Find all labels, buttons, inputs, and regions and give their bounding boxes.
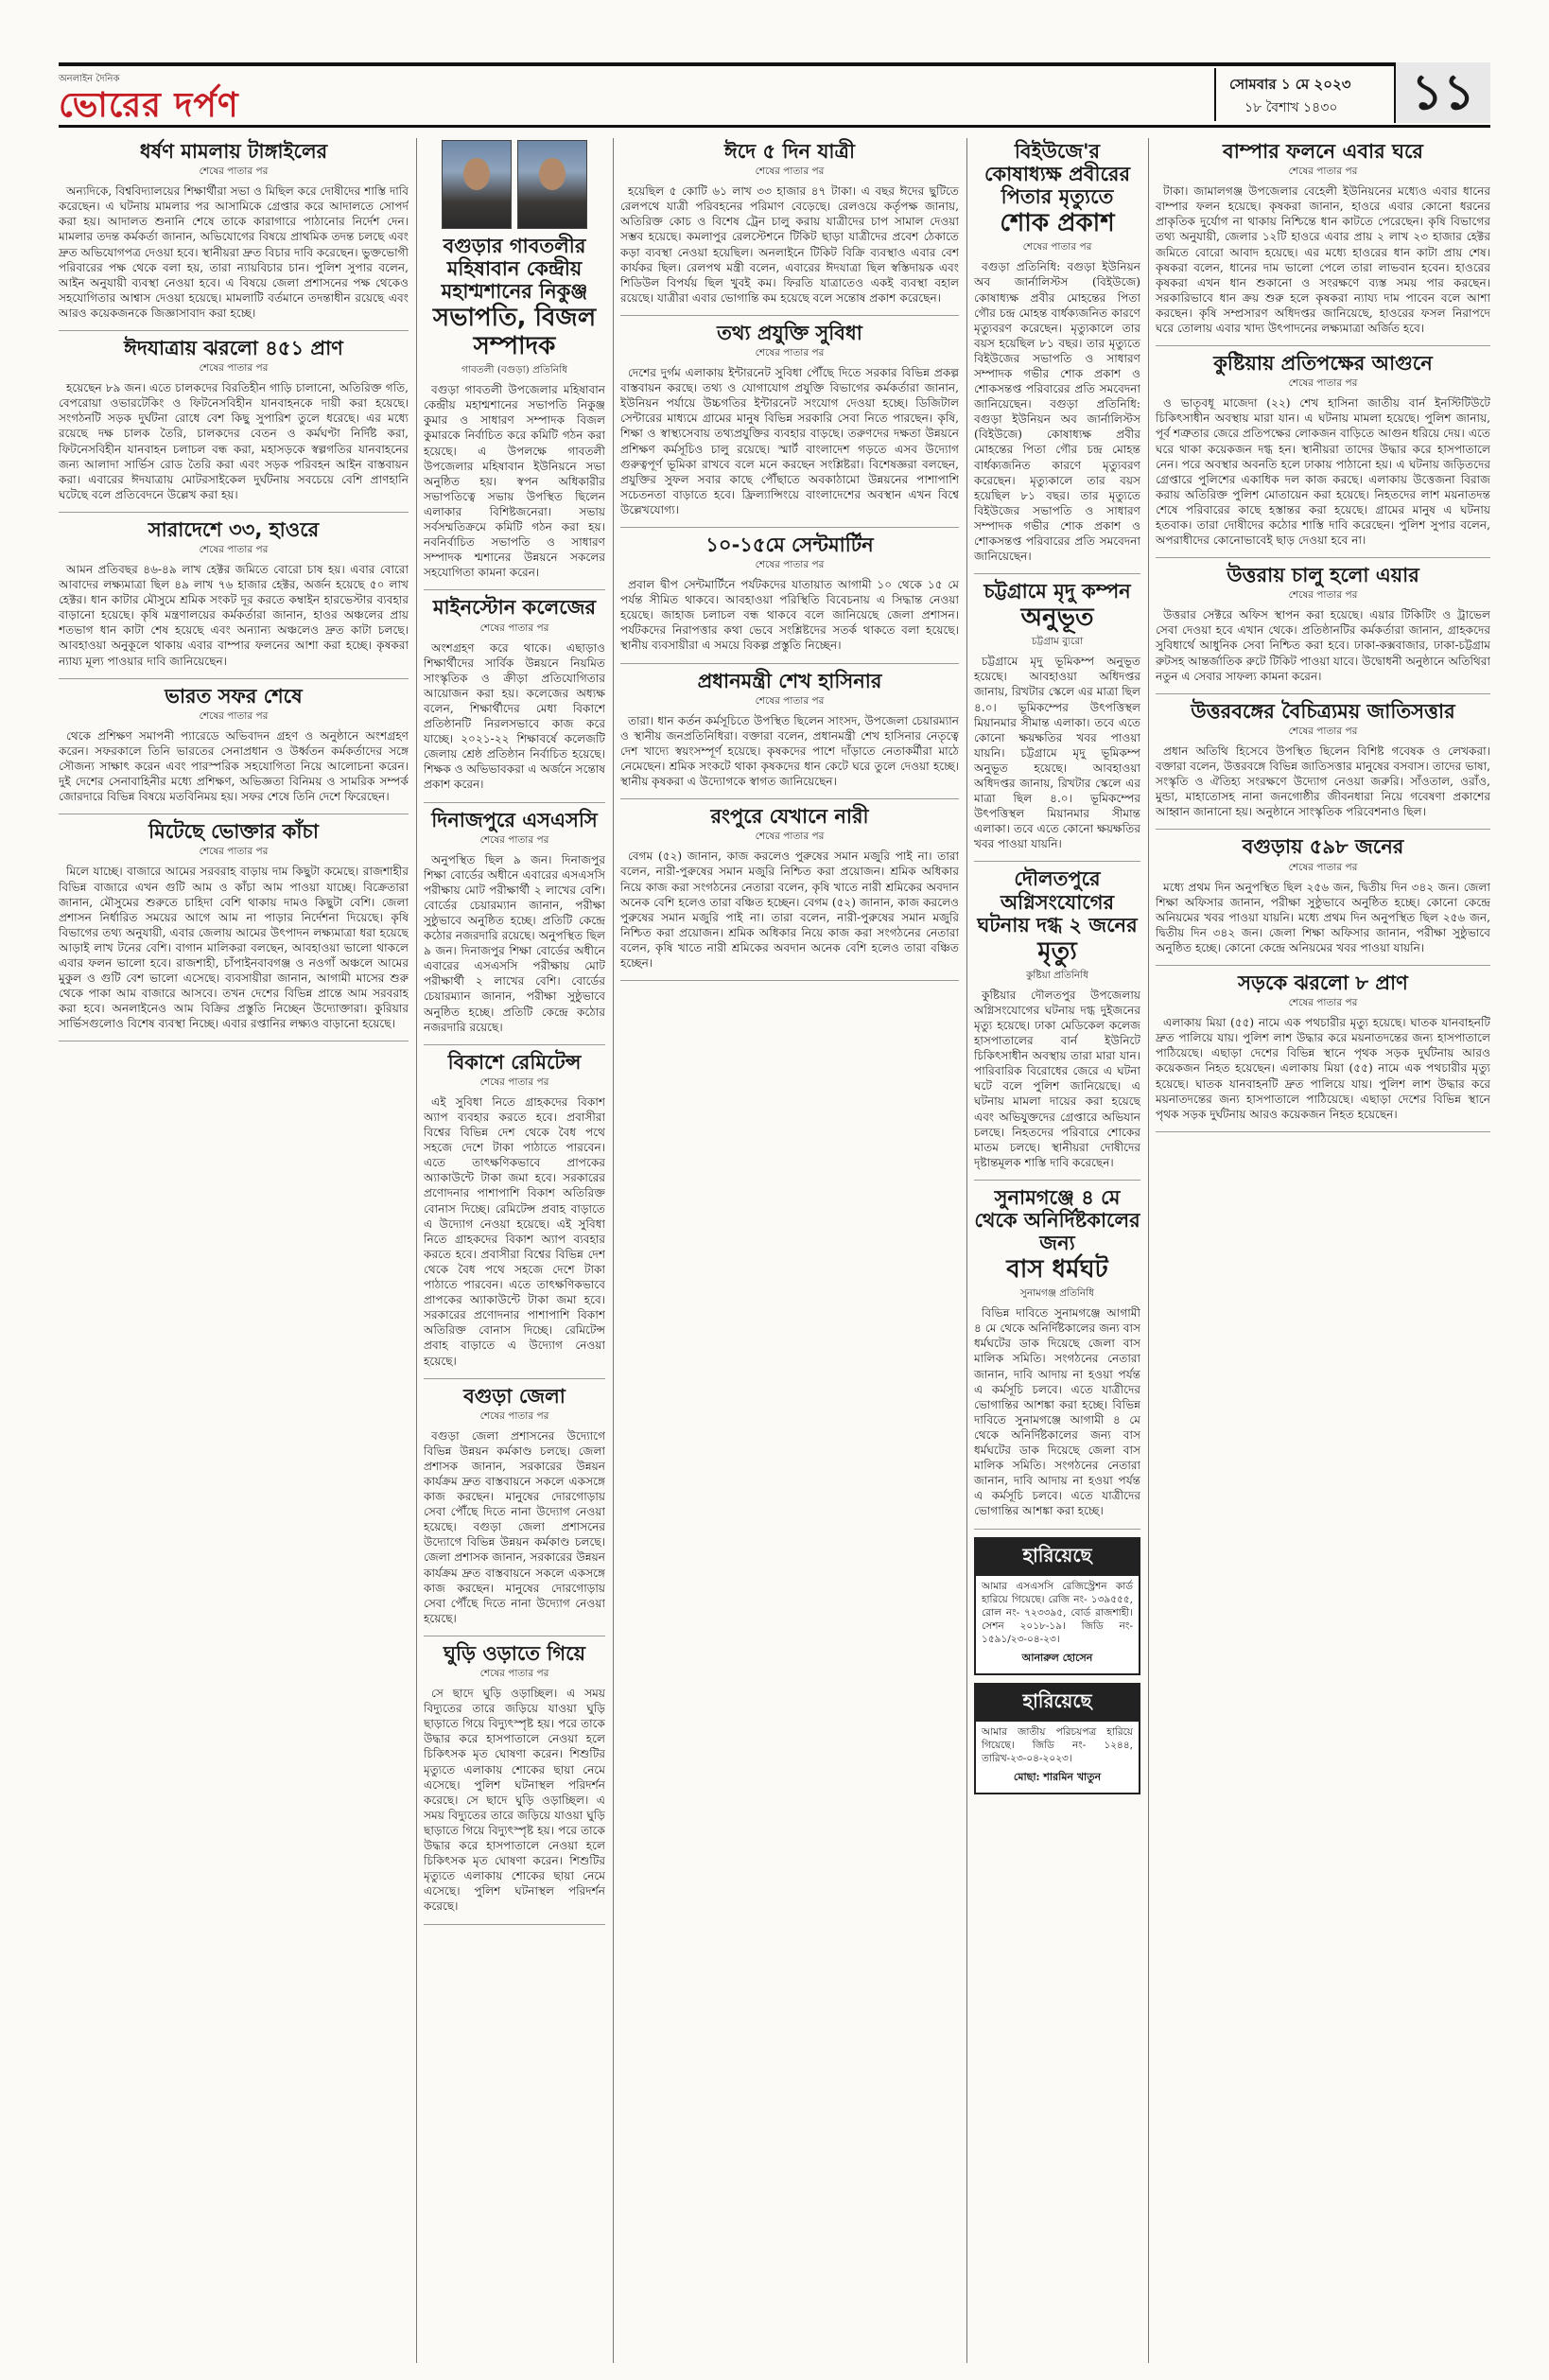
news-story: [1156, 971, 1490, 1122]
story-body: [620, 365, 959, 517]
news-story: [974, 580, 1140, 851]
story-separator: [974, 573, 1140, 574]
story-headline-line2: শোক প্রকাশ: [1000, 209, 1115, 238]
story-separator: [620, 527, 959, 528]
masthead-bottom-rule: [59, 125, 1490, 128]
story-body-text: অন্যদিকে, বিশ্ববিদ্যালয়ের শিক্ষার্থীরা সভা ও মিছিল করে দোষীদের শাস্তি দাবি করেছেন। এ ঘটনায় মামলার পর আসামিকে গ্রেপ্তার করে আদালতে সোপর্দ করা হয়। আদালত শুনানি শেষে তাকে কারাগারে পাঠানোর নির্দেশ দেন। মামলার তদন্ত কর্মকর্তা জানান, অভিযোগের বিষয়ে প্রাথমিক তদন্ত চলছে এবং দ্রুত অভিযোগপত্র দেওয়া হবে। স্থানীয়রা দ্রুত বিচার দাবি করেছেন। ভুক্তভোগী পরিবারের পক্ষ থেকে বলা হয়, তারা ন্যায়বিচার চান। পুলিশ সুপার বলেন, আইন অনুযায়ী ব্যবস্থা নেওয়া হবে। এ বিষয়ে জেলা প্রশাসনের পক্ষ থেকেও সহযোগিতার আশ্বাস দেওয়া হয়েছে। মামলাটি বর্তমানে তদন্তাধীন রয়েছে এবং আরও কয়েকজনকে জিজ্ঞাসাবাদ করা হচ্ছে।: [59, 184, 409, 320]
masthead: [59, 62, 1490, 129]
story-kicker: গাবতলী (বগুড়া) প্রতিনিধি: [461, 364, 567, 376]
story-headline: ধর্ষণ মামলায় টাঙ্গাইলের: [139, 140, 328, 163]
story-kicker: শেষের পাতার পর: [199, 166, 269, 178]
column-3: [620, 138, 959, 2363]
story-body: [1156, 395, 1490, 548]
story-kicker: শেষের পাতার পর: [479, 621, 549, 634]
story-headline: সারাদেশে ৩৩, হাওরে: [148, 517, 320, 541]
story-body-text: বিভিন্ন দাবিতে সুনামগঞ্জে আগামী ৪ মে থেকে অনির্দিষ্টকালের জন্য বাস ধর্মঘটের ডাক দিয়েছে জেলা বাস মালিক সমিতি। সংগঠনের নেতারা জানান, দাবি আদায় না হওয়া পর্যন্ত এ কর্মসূচি চলবে। এতে যাত্রীদের ভোগান্তির আশঙ্কা করা হচ্ছে।: [974, 1397, 1140, 1518]
story-kicker: শেষের পাতার পর: [755, 559, 825, 571]
column-divider: [416, 138, 417, 2363]
story-body: [974, 1305, 1140, 1518]
story-headline: বিকাশে রেমিটেন্স: [447, 1050, 582, 1074]
story-headline-line2: বাস ধর্মঘট: [1006, 1255, 1108, 1285]
story-body: [59, 728, 409, 804]
story-kicker: শেষের পাতার পর: [479, 1409, 549, 1422]
story-headline: দৌলতপুরে অগ্নিসংযোগের ঘটনায় দগ্ধ ২ জনের: [977, 867, 1138, 936]
story-headline: বগুড়া জেলা: [463, 1384, 566, 1408]
classified-body: আমার জাতীয় পরিচয়পত্র হারিয়ে গিয়েছে। জিডি নং- ১২৪৪, তারিখ-২৩-০৪-২০২৩।: [982, 1725, 1133, 1764]
column-2: [424, 138, 605, 2363]
story-separator: [620, 798, 959, 799]
news-story: [974, 1186, 1140, 1519]
story-headline-line2: সভাপতি, বিজল সম্পাদক: [432, 304, 597, 361]
news-story: [620, 322, 959, 517]
story-kicker: শেষের পাতার পর: [479, 1076, 549, 1088]
story-body-text: উত্তরার সেক্টরে অফিস স্থাপন করা হয়েছে। এয়ার টিকিটিং ও ট্রাভেল সেবা দেওয়া হবে এখান থেকে। প্রতিষ্ঠানটির কর্মকর্তারা জানান, গ্রাহকদের সুবিধার্থে আধুনিক সেবা নিশ্চিত করা হবে। ঢাকা-কক্সবাজার, ঢাকা-চট্টগ্রাম রুটসহ আন্তর্জাতিক রুটে টিকিট পাওয়া যাবে। উদ্বোধনী অনুষ্ঠানে অতিথিরা নতুন এ সেবার সাফল্য কামনা করেন।: [1156, 608, 1490, 683]
story-headline: ঈদযাত্রায় ঝরলো ৪৫১ প্রাণ: [124, 336, 343, 359]
story-separator: [974, 1180, 1140, 1181]
story-body: [59, 864, 409, 1031]
news-story: [59, 140, 409, 321]
story-kicker: শেষের পাতার পর: [1288, 166, 1358, 178]
story-body-text: হয়েছেন ৮৯ জন। এতে চালকদের বিরতিহীন গাড়ি চালানো, অতিরিক্ত গতি, বেপরোয়া ওভারটেকিং ও ফিটনেসবিহীন যানবাহনকে দায়ী করা হয়েছে। সংগঠনটি সড়ক দুর্ঘটনা রোধে বেশ কিছু সুপারিশ তুলে ধরেছে। এর মধ্যে রয়েছে দক্ষ চালক তৈরি, চালকদের বেতন ও কর্মঘণ্টা নির্দিষ্ট করা, ফিটনেসবিহীন যানবাহন চলাচল বন্ধ করা, মহাসড়কে স্বল্পগতির যানবাহনের জন্য আলাদা সার্ভিস রোড তৈরি করা এবং সড়ক পরিবহন আইন বাস্তবায়ন করা। এবারের ঈদযাত্রায় মোটরসাইকেল দুর্ঘটনায় সবচেয়ে বেশি প্রাণহানি ঘটেছে বলে প্রতিবেদনে উল্লেখ করা হয়।: [59, 381, 409, 501]
story-body: [424, 640, 605, 793]
story-body: [974, 259, 1140, 564]
story-body: [59, 184, 409, 321]
news-story: [1156, 835, 1490, 955]
story-body: [1156, 744, 1490, 819]
story-separator: [1156, 557, 1490, 558]
classified-signature: মোছা: শারমিন খাতুন: [1013, 1770, 1102, 1783]
news-story: [974, 140, 1140, 564]
story-separator: [424, 802, 605, 803]
story-kicker: শেষের পাতার পর: [199, 362, 269, 375]
classified-ad: [974, 1537, 1140, 1675]
story-body: [974, 654, 1140, 851]
story-headline-line2: মৃত্যু: [1037, 936, 1077, 966]
story-headline: উত্তরবঙ্গের বৈচিত্র্যময় জাতিসত্তার: [1191, 699, 1455, 723]
story-separator: [59, 330, 409, 331]
news-story: [59, 685, 409, 805]
story-body: [59, 562, 409, 669]
story-separator: [620, 315, 959, 316]
news-story: [424, 140, 605, 580]
story-kicker: সুনামগঞ্জ প্রতিনিধি: [1019, 1287, 1095, 1300]
story-body: [1156, 184, 1490, 336]
masthead-tag: অনলাইন দৈনিক: [59, 74, 120, 84]
column-divider: [966, 138, 967, 2363]
column-5: [1156, 138, 1490, 2363]
classified-signature: আনারুল হোসেন: [1021, 1651, 1093, 1664]
news-story: [1156, 352, 1490, 548]
story-body-text: অনুপস্থিত ছিল ৯ জন। দিনাজপুর শিক্ষা বোর্ডের অধীনে এবারের এসএসসি পরীক্ষায় মোট পরীক্ষার্থী ২ লাখের বেশি। বোর্ডের চেয়ারম্যান জানান, পরীক্ষা সুষ্ঠুভাবে অনুষ্ঠিত হচ্ছে। প্রতিটি কেন্দ্রে কঠোর নজরদারি রয়েছে।: [424, 852, 605, 943]
story-body: [424, 1094, 605, 1369]
story-headline: উত্তরায় চালু হলো এয়ার: [1227, 564, 1419, 587]
news-story: [424, 1642, 605, 1915]
story-body-text: দেশের দুর্গম এলাকায় ইন্টারনেট সুবিধা পৌঁছে দিতে সরকার বিভিন্ন প্রকল্প বাস্তবায়ন করছে। তথ্য ও যোগাযোগ প্রযুক্তি বিভাগের কর্মকর্তারা জানান, ইউনিয়ন পর্যায়ে উচ্চগতির ইন্টারনেট সংযোগ দেওয়া হচ্ছে। ডিজিটাল সেন্টারের মাধ্যমে গ্রামের মানুষ বিভিন্ন সরকারি সেবা নিতে পারছেন। কৃষি, শিক্ষা ও স্বাস্থ্যসেবায় তথ্যপ্রযুক্তির ব্যবহার বাড়ছে। তরুণদের দক্ষতা উন্নয়নে প্রশিক্ষণ কর্মসূচিও চালু রয়েছে। স্মার্ট বাংলাদেশ গড়তে এসব উদ্যোগ গুরুত্বপূর্ণ ভূমিকা রাখবে বলে মনে করছেন সংশ্লিষ্টরা। বিশেষজ্ঞরা বলছেন, প্রযুক্তির সুফল সবার কাছে পৌঁছাতে অবকাঠামো উন্নয়নের পাশাপাশি সচেতনতা বাড়াতে হবে। ফ্রিল্যান্সিংয়ে বাংলাদেশের অবস্থান এখন বিশ্বে উল্লেখযোগ্য।: [620, 366, 959, 516]
story-headline: মিটেছে ভোক্তার কাঁচা: [148, 820, 319, 844]
story-body-text: এই সুবিধা নিতে গ্রাহকদের বিকাশ অ্যাপ ব্যবহার করতে হবে। প্রবাসীরা বিশ্বের বিভিন্ন দেশ থেকে বৈধ পথে সহজে দেশে টাকা পাঠাতে পারবেন। এতে তাৎক্ষণিকভাবে প্রাপকের অ্যাকাউন্টে টাকা জমা হবে। সরকারের প্রণোদনার পাশাপাশি বিকাশ অতিরিক্ত বোনাস দিচ্ছে। রেমিটেন্স প্রবাহ বাড়াতে এ উদ্যোগ নেওয়া হয়েছে।: [424, 1094, 605, 1231]
story-headline: বগুড়ার গাবতলীর মহিষাবান কেন্দ্রীয় মহাশ্মশানের নিকুঞ্জ: [441, 235, 588, 304]
story-body: [620, 713, 959, 789]
date-box: [1214, 68, 1386, 121]
story-headline: রংপুরে যেখানে নারী: [710, 805, 869, 829]
story-headline: দিনাজপুরে এসএসসি: [431, 808, 598, 831]
news-story: [620, 805, 959, 971]
story-body-text: হয়েছিল ৫ কোটি ৬১ লাখ ৩৩ হাজার ৪৭ টাকা। এ বছর ঈদের ছুটিতে রেলপথে যাত্রী পরিবহনের পরিমাণ বেড়েছে। রেলওয়ে কর্তৃপক্ষ জানায়, অতিরিক্ত কোচ ও বিশেষ ট্রেন চালু করায় যাত্রীদের চাপ সামাল দেওয়া সম্ভব হয়েছে। কমলাপুর রেলস্টেশনে টিকিট ছাড়া যাত্রীদের প্রবেশ ঠেকাতে কড়া ব্যবস্থা নেওয়া হয়েছিল। অনলাইনে টিকিট বিক্রি ব্যবস্থাও এবার বেশ কার্যকর ছিল। রেলপথ মন্ত্রী বলেন, এবারের ঈদযাত্রা ছিল স্বস্তিদায়ক এবং শিডিউল বিপর্যয় ছিল খুবই কম। ফিরতি যাত্রাতেও একই ব্যবস্থা বহাল রয়েছে। যাত্রীরা এবার ভোগান্তি কম হয়েছে বলে সন্তোষ প্রকাশ করেছেন।: [620, 184, 959, 305]
story-separator: [1156, 965, 1490, 966]
story-body: [1156, 1015, 1490, 1122]
story-headline-line2: অনুভূত: [1020, 604, 1094, 633]
story-body-text: এই সুবিধা নিতে গ্রাহকদের বিকাশ অ্যাপ ব্যবহার করতে হবে। প্রবাসীরা বিশ্বের বিভিন্ন দেশ থেকে বৈধ পথে সহজে দেশে টাকা পাঠাতে পারবেন। এতে তাৎক্ষণিকভাবে প্রাপকের অ্যাকাউন্টে টাকা জমা হবে। সরকারের প্রণোদনার পাশাপাশি বিকাশ অতিরিক্ত বোনাস দিচ্ছে। রেমিটেন্স প্রবাহ বাড়াতে এ উদ্যোগ নেওয়া হয়েছে।: [424, 1216, 605, 1368]
story-kicker: শেষের পাতার পর: [199, 846, 269, 858]
news-story: [1156, 700, 1490, 820]
classified-ad: [974, 1683, 1140, 1794]
story-body-text: বিভিন্ন দাবিতে সুনামগঞ্জে আগামী ৪ মে থেকে অনির্দিষ্টকালের জন্য বাস ধর্মঘটের ডাক দিয়েছে জেলা বাস মালিক সমিতি। সংগঠনের নেতারা জানান, দাবি আদায় না হওয়া পর্যন্ত এ কর্মসূচি চলবে। এতে যাত্রীদের ভোগান্তির আশঙ্কা করা হচ্ছে।: [974, 1306, 1140, 1411]
story-separator: [59, 512, 409, 513]
story-kicker: শেষের পাতার পর: [1288, 725, 1358, 737]
story-headline: বিইউজে'র কোষাধ্যক্ষ প্রবীরের পিতার মৃত্যুতে: [983, 140, 1131, 209]
story-separator: [1156, 1131, 1490, 1132]
classified-title: হারিয়েছে: [976, 1685, 1139, 1722]
story-kicker: শেষের পাতার পর: [1288, 861, 1358, 873]
story-headline: চট্টগ্রামে মৃদু কম্পন: [983, 580, 1131, 604]
story-headline: ঈদে ৫ দিন যাত্রী: [724, 140, 855, 163]
story-body: [59, 380, 409, 502]
story-separator: [620, 980, 959, 981]
story-body-text: এলাকায় মিয়া (৫৫) নামে এক পথচারীর মৃত্যু হয়েছে। ঘাতক যানবাহনটি দ্রুত পালিয়ে যায়। পুলিশ লাশ উদ্ধার করে ময়নাতদন্তের জন্য হাসপাতালে পাঠিয়েছে। এছাড়া দেশের বিভিন্ন স্থানে পৃথক সড়ক দুর্ঘটনায় আরও কয়েকজন নিহত হয়েছেন।: [1156, 1016, 1490, 1076]
story-body: [974, 988, 1140, 1170]
column-divider: [1148, 138, 1149, 2363]
news-story: [620, 140, 959, 306]
story-kicker: শেষের পাতার পর: [1288, 377, 1358, 390]
story-body-text: বগুড়া প্রতিনিধি: বগুড়া ইউনিয়ন অব জার্নালিস্টস (বিইউজে) কোষাধ্যক্ষ প্রবীর মোহন্তের পিতা গৌর চন্দ্র মোহন্ত বার্ধক্যজনিত কারণে মৃত্যুবরণ করেছেন। মৃত্যুকালে তার বয়স হয়েছিল ৮১ বছর। তার মৃত্যুতে বিইউজের সভাপতি ও সাধারণ সম্পাদক গভীর শোক প্রকাশ ও শোকসন্তপ্ত পরিবারের প্রতি সমবেদনা জানিয়েছেন।: [974, 397, 1140, 564]
story-separator: [1156, 829, 1490, 830]
column-4: [974, 138, 1140, 2363]
story-body: [620, 849, 959, 971]
date-bengali: ১৮ বৈশাখ ১৪৩০: [1244, 100, 1338, 115]
portrait-photo-secretary: [517, 140, 587, 229]
story-body-text: আমন প্রতিবছর ৪৬-৪৯ লাখ হেক্টর জমিতে বোরো চাষ হয়। এবার বোরো আবাদের লক্ষ্যমাত্রা ছিল ৪৯ লাখ ৭৬ হাজার হেক্টর, অর্জন হয়েছে ৫০ লাখ হেক্টর। ধান কাটার মৌসুমে শ্রমিক সংকট দূর করতে কম্বাইন হারভেস্টার ব্যবহার বাড়ানো হয়েছে। কৃষি মন্ত্রণালয়ের কর্মকর্তারা জানান, হাওর অঞ্চলের প্রায় শতভাগ ধান কাটা শেষ হয়েছে এবং অন্যান্য অঞ্চলেও দ্রুত কাটা চলছে। আবহাওয়া অনুকূলে থাকায় এবার বাম্পার ফলনের আশা করা হচ্ছে। কৃষকরা ন্যায্য মূল্য পাওয়ার দাবি জানিয়েছেন।: [59, 563, 409, 668]
story-body: [424, 852, 605, 1035]
story-body-text: অনুপস্থিত ছিল ৯ জন। দিনাজপুর শিক্ষা বোর্ডের অধীনে এবারের এসএসসি পরীক্ষায় মোট পরীক্ষার্থী ২ লাখের বেশি। বোর্ডের চেয়ারম্যান জানান, পরীক্ষা সুষ্ঠুভাবে অনুষ্ঠিত হচ্ছে। প্রতিটি কেন্দ্রে কঠোর নজরদারি রয়েছে।: [424, 929, 605, 1034]
story-separator: [424, 1378, 605, 1379]
story-body: [1156, 880, 1490, 955]
story-headline: বগুড়ায় ৫৯৮ জনের: [1242, 835, 1404, 859]
masthead-top-rule: [59, 62, 1490, 66]
story-headline: মাইনস্টোন কলেজের: [432, 596, 597, 620]
story-separator: [1156, 345, 1490, 346]
news-story: [59, 518, 409, 669]
story-separator: [974, 1529, 1140, 1530]
story-kicker: শেষের পাতার পর: [755, 831, 825, 843]
story-kicker: শেষের পাতার পর: [1288, 589, 1358, 602]
story-kicker: শেষের পাতার পর: [755, 347, 825, 359]
story-headline: কুষ্টিয়ায় প্রতিপক্ষের আগুনে: [1213, 352, 1433, 376]
portrait-photos: [424, 140, 605, 229]
story-separator: [974, 861, 1140, 862]
story-body-text: বগুড়া গাবতলী উপজেলার মহিষাবান কেন্দ্রীয় মহাশ্মশানের সভাপতি নিকুঞ্জ কুমার ও সাধারণ সম্পাদক বিজল কুমারকে নির্বাচিত করে কমিটি গঠন করা হয়েছে। এ উপলক্ষে গাবতলী উপজেলার মহিষাবান ইউনিয়নে সভা অনুষ্ঠিত হয়। স্বপন অধিকারীর সভাপতিত্বে সভায় উপস্থিত ছিলেন এলাকার বিশিষ্টজনেরা। সভায় সর্বসম্মতিক্রমে কমিটি গঠন করা হয়। নবনির্বাচিত সভাপতি ও সাধারণ সম্পাদক শ্মশানের উন্নয়নে সকলের সহযোগিতা কামনা করেন।: [424, 383, 605, 580]
story-kicker: শেষের পাতার পর: [755, 694, 825, 707]
story-headline: ১০-১৫মে সেন্টমার্টিন: [705, 533, 874, 556]
story-body-text: এলাকায় মিয়া (৫৫) নামে এক পথচারীর মৃত্যু হয়েছে। ঘাতক যানবাহনটি দ্রুত পালিয়ে যায়। পুলিশ লাশ উদ্ধার করে ময়নাতদন্তের জন্য হাসপাতালে পাঠিয়েছে। এছাড়া দেশের বিভিন্ন স্থানে পৃথক সড়ক দুর্ঘটনায় আরও কয়েকজন নিহত হয়েছেন।: [1156, 1061, 1490, 1121]
story-kicker: শেষের পাতার পর: [1288, 997, 1358, 1009]
news-story: [1156, 564, 1490, 684]
story-body-text: তারা। ধান কর্তন কর্মসূচিতে উপস্থিত ছিলেন সাংসদ, উপজেলা চেয়ারম্যান ও স্থানীয় জনপ্রতিনিধিরা। বক্তারা বলেন, প্রধানমন্ত্রী শেখ হাসিনার নেতৃত্বে দেশ খাদ্যে স্বয়ংসম্পূর্ণ হয়েছে। কৃষকদের পাশে দাঁড়াতে নেতাকর্মীরা মাঠে নেমেছেন। শ্রমিক সংকটে থাকা কৃষকদের ধান কেটে ঘরে তুলে দেওয়া হচ্ছে। স্থানীয় কৃষকরা এ উদ্যোগকে স্বাগত জানিয়েছেন।: [620, 713, 959, 789]
story-headline: সড়কে ঝরলো ৮ প্রাণ: [1238, 971, 1408, 994]
story-body-text: প্রবাল দ্বীপ সেন্টমার্টিনে পর্যটকদের যাতায়াত আগামী ১০ থেকে ১৫ মে পর্যন্ত সীমিত থাকবে। আবহাওয়া পরিস্থিতি বিবেচনায় এ সিদ্ধান্ত নেওয়া হয়েছে। জাহাজ চলাচল বন্ধ থাকবে বলে জানিয়েছে জেলা প্রশাসন। পর্যটকদের নিরাপত্তার কথা ভেবে সংশ্লিষ্টদের সতর্ক থাকতে বলা হয়েছে। স্থানীয় ব্যবসায়ীরা এ সময়ে বিকল্প প্রস্তুতি নিচ্ছেন।: [620, 578, 959, 653]
story-headline: ঘুড়ি ওড়াতে গিয়ে: [444, 1641, 585, 1665]
news-story: [424, 1385, 605, 1626]
story-body-text: বেগম (৫২) জানান, কাজ করলেও পুরুষের সমান মজুরি পাই না। তারা বলেন, নারী-পুরুষের সমান মজুরি নিশ্চিত করা প্রয়োজন। শ্রমিক অধিকার নিয়ে কাজ করা সংগঠনের নেতারা বলেন, কৃষি খাতে নারী শ্রমিকের অবদান অনেক বেশি হলেও তারা বঞ্চিত হচ্ছেন।: [620, 895, 959, 970]
news-story: [59, 337, 409, 502]
story-kicker: শেষের পাতার পর: [479, 1668, 549, 1680]
story-kicker: কুষ্টিয়া প্রতিনিধি: [1025, 969, 1089, 981]
story-separator: [424, 589, 605, 590]
news-story: [974, 867, 1140, 1169]
story-kicker: শেষের পাতার পর: [755, 166, 825, 178]
story-body-text: বেগম (৫২) জানান, কাজ করলেও পুরুষের সমান মজুরি পাই না। তারা বলেন, নারী-পুরুষের সমান মজুরি নিশ্চিত করা প্রয়োজন। শ্রমিক অধিকার নিয়ে কাজ করা সংগঠনের নেতারা বলেন, কৃষি খাতে নারী শ্রমিকের অবদান অনেক বেশি হলেও তারা বঞ্চিত হচ্ছেন।: [620, 849, 959, 909]
news-story: [59, 820, 409, 1031]
story-headline: তথ্য প্রযুক্তি সুবিধা: [717, 321, 862, 344]
story-body-text: থেকে প্রশিক্ষণ সমাপনী প্যারেডে অভিবাদন গ্রহণ ও অনুষ্ঠানে অংশগ্রহণ করেন। সফরকালে তিনি ভারতের সেনাপ্রধান ও উর্ধ্বতন কর্মকর্তাদের সঙ্গে সৌজন্য সাক্ষাৎ করেন এবং পারস্পরিক সহযোগিতা নিয়ে আলোচনা করেন। দুই দেশের সেনাবাহিনীর মধ্যে প্রশিক্ষণ, অভিজ্ঞতা বিনিময় ও সামরিক সম্পর্ক জোরদারে বিভিন্ন বিষয়ে মতবিনিময় হয়। সফর শেষে তিনি দেশে ফিরেছেন।: [59, 728, 409, 804]
story-headline: সুনামগঞ্জে ৪ মে থেকে অনির্দিষ্টকালের জন্য: [974, 1185, 1140, 1255]
column-divider: [613, 138, 614, 2363]
newspaper-title: ভোরের দর্পণ: [59, 85, 239, 125]
story-body-text: বগুড়া জেলা প্রশাসনের উদ্যোগে বিভিন্ন উন্নয়ন কর্মকাণ্ড চলছে। জেলা প্রশাসক জানান, সরকারের উন্নয়ন কার্যক্রম দ্রুত বাস্তবায়নে সকলে একসঙ্গে কাজ করছেন। মানুষের দোরগোড়ায় সেবা পৌঁছে দিতে নানা উদ্যোগ নেওয়া হয়েছে।: [424, 1520, 605, 1625]
story-kicker: শেষের পাতার পর: [1022, 241, 1092, 254]
news-story: [424, 596, 605, 792]
news-story: [620, 534, 959, 654]
story-body: [620, 184, 959, 306]
story-body-text: প্রধান অতিথি হিসেবে উপস্থিত ছিলেন বিশিষ্ট গবেষক ও লেখকরা। বক্তারা বলেন, উত্তরবঙ্গে বিভিন্ন জাতিসত্তার মানুষের বসবাস। তাদের ভাষা, সংস্কৃতি ও ঐতিহ্য সংরক্ষণে উদ্যোগ নেওয়া জরুরি। সাঁওতাল, ওরাঁও, মুন্ডা, মাহাতোসহ নানা জনগোষ্ঠীর জীবনধারা নিয়ে গবেষণা প্রকাশের আহ্বান জানানো হয়। অনুষ্ঠানে সাংস্কৃতিক পরিবেশনাও ছিল।: [1156, 744, 1490, 819]
story-headline: বাম্পার ফলনে এবার ঘরে: [1223, 140, 1423, 163]
story-body: [424, 1686, 605, 1914]
story-separator: [620, 663, 959, 664]
story-body-text: সে ছাদে ঘুড়ি ওড়াচ্ছিল। এ সময় বিদ্যুতের তারে জড়িয়ে যাওয়া ঘুড়ি ছাড়াতে গিয়ে বিদ্যুৎস্পৃষ্ট হয়। পরে তাকে উদ্ধার করে হাসপাতালে নেওয়া হলে চিকিৎসক মৃত ঘোষণা করেন। শিশুটির মৃত্যুতে এলাকায় শোকের ছায়া নেমে এসেছে। পুলিশ ঘটনাস্থল পরিদর্শন করেছে।: [424, 1793, 605, 1914]
story-kicker: শেষের পাতার পর: [199, 544, 269, 556]
story-body-text: কুষ্টিয়ার দৌলতপুর উপজেলায় অগ্নিসংযোগের ঘটনায় দগ্ধ দুইজনের মৃত্যু হয়েছে। ঢাকা মেডিকেল কলেজ হাসপাতালের বার্ন ইউনিটে চিকিৎসাধীন অবস্থায় তারা মারা যান। পারিবারিক বিরোধের জেরে এ ঘটনা ঘটে বলে পুলিশ জানিয়েছে। এ ঘটনায় মামলা দায়ের করা হয়েছে এবং অভিযুক্তদের গ্রেপ্তারে অভিযান চলছে। নিহতদের পরিবারে শোকের মাতম চলছে। স্থানীয়রা দোষীদের দৃষ্টান্তমূলক শাস্তি দাবি করেছেন।: [974, 988, 1140, 1169]
story-body-text: বগুড়া প্রতিনিধি: বগুড়া ইউনিয়ন অব জার্নালিস্টস (বিইউজে) কোষাধ্যক্ষ প্রবীর মোহন্তের পিতা গৌর চন্দ্র মোহন্ত বার্ধক্যজনিত কারণে মৃত্যুবরণ করেছেন। মৃত্যুকালে তার বয়স হয়েছিল ৮১ বছর। তার মৃত্যুতে বিইউজের সভাপতি ও সাধারণ সম্পাদক গভীর শোক প্রকাশ ও শোকসন্তপ্ত পরিবারের প্রতি সমবেদনা জানিয়েছেন।: [974, 260, 1140, 411]
story-body-text: মিলে যাচ্ছে। বাজারে আমের সরবরাহ বাড়ায় দাম কিছুটা কমেছে। রাজশাহীর বিভিন্ন বাজারে এখন গুটি আম ও কাঁচা আম পাওয়া যাচ্ছে। বিক্রেতারা জানান, মৌসুমের শুরুতে চাহিদা বেশি থাকায় দামও কিছুটা বেশি। জেলা প্রশাসন নির্ধারিত সময়ের আগে আম না পাড়ার নির্দেশনা দিয়েছে। কৃষি বিভাগের তথ্য অনুযায়ী, এবার জেলায় আমের উৎপাদন লক্ষ্যমাত্রা ধরা হয়েছে আড়াই লাখ টনের বেশি। বাগান মালিকরা বলছেন, আবহাওয়া ভালো থাকলে এবার ফলন ভালো হবে। রাজশাহী, চাঁপাইনবাবগঞ্জ ও নওগাঁ অঞ্চলে আমের মুকুল ও গুটি বেশ ভালো এসেছে। ব্যবসায়ীরা জানান, আগামী মাসের শুরু থেকে পাকা আম বাজারে আসবে। তখন দেশের বিভিন্ন প্রান্তে আম সরবরাহ করা হবে। অনলাইনেও আম বিক্রির প্রস্তুতি নিচ্ছেন উদ্যোক্তারা। কুরিয়ার সার্ভিসগুলোও বিশেষ ব্যবস্থা নিচ্ছে। এবার রপ্তানির লক্ষ্যও বাড়ানো হয়েছে।: [59, 865, 409, 1031]
news-story: [424, 809, 605, 1035]
date-gregorian: সোমবার ১ মে ২০২৩: [1229, 76, 1351, 93]
portrait-photo-president: [442, 140, 512, 229]
story-body: [424, 382, 605, 580]
story-separator: [59, 678, 409, 679]
story-body: [620, 577, 959, 653]
classified-title: হারিয়েছে: [976, 1539, 1139, 1576]
story-separator: [1156, 693, 1490, 694]
page-number: ১১: [1394, 62, 1490, 123]
story-body-text: টাকা। জামালগঞ্জ উপজেলার বেহেলী ইউনিয়নের মধ্যেও এবার ধানের বাম্পার ফলন হয়েছে। কৃষকরা জানান, হাওরে এবার কোনো ধরনের প্রাকৃতিক দুর্যোগ না থাকায় নিশ্চিন্তে ধান কাটতে পেরেছেন। কৃষি বিভাগের তথ্য অনুযায়ী, জেলার ১২টি হাওরে এবার প্রায় ২ লাখ ২৩ হাজার হেক্টর জমিতে বোরো আবাদ হয়েছে। এর মধ্যে হাওরের ধান কাটা প্রায় শেষ। কৃষকরা বলেন, ধানের দাম ভালো পেলে তারা লাভবান হবেন। হাওরের কৃষকরা এখন ধান শুকানো ও সংরক্ষণে ব্যস্ত সময় পার করছেন। সরকারিভাবে ধান ক্রয় শুরু হলে কৃষকরা ন্যায্য দাম পাবেন বলে আশা করছেন। কৃষি সম্প্রসারণ অধিদপ্তর জানিয়েছে, হাওরের ফসল নিরাপদে ঘরে তোলায় এবার খাদ্য উৎপাদনের লক্ষ্যমাত্রা অর্জিত হবে।: [1156, 184, 1490, 335]
story-body-text: সে ছাদে ঘুড়ি ওড়াচ্ছিল। এ সময় বিদ্যুতের তারে জড়িয়ে যাওয়া ঘুড়ি ছাড়াতে গিয়ে বিদ্যুৎস্পৃষ্ট হয়। পরে তাকে উদ্ধার করে হাসপাতালে নেওয়া হলে চিকিৎসক মৃত ঘোষণা করেন। শিশুটির মৃত্যুতে এলাকায় শোকের ছায়া নেমে এসেছে। পুলিশ ঘটনাস্থল পরিদর্শন করেছে।: [424, 1687, 605, 1807]
story-body-text: চট্টগ্রামে মৃদু ভূমিকম্প অনুভূত হয়েছে। আবহাওয়া অধিদপ্তর জানায়, রিখটার স্কেলে এর মাত্রা ছিল ৪.০। ভূমিকম্পের উৎপত্তিস্থল মিয়ানমার সীমান্ত এলাকা। তবে এতে কোনো ক্ষয়ক্ষতির খবর পাওয়া যায়নি।: [974, 655, 1140, 760]
story-kicker: চট্টগ্রাম ব্যুরো: [1031, 636, 1084, 648]
news-story: [1156, 140, 1490, 336]
story-body-text: মধ্যে প্রথম দিন অনুপস্থিত ছিল ২৫৬ জন, দ্বিতীয় দিন ৩৪২ জন। জেলা শিক্ষা অফিসার জানান, পরীক্ষা সুষ্ঠুভাবে অনুষ্ঠিত হচ্ছে। কোনো কেন্দ্রে অনিয়মের খবর পাওয়া যায়নি।: [1156, 880, 1490, 924]
column-1: [59, 138, 409, 2363]
story-separator: [424, 1924, 605, 1925]
story-body-text: ও ভাতৃবধূ মাজেদা (২২) শেখ হাসিনা জাতীয় বার্ন ইনস্টিটিউটে চিকিৎসাধীন অবস্থায় মারা যান। এ ঘটনায় মামলা হয়েছে। পুলিশ জানায়, পূর্ব শত্রুতার জেরে প্রতিপক্ষের লোকজন বাড়িতে আগুন ধরিয়ে দেয়। এতে ঘরে থাকা কয়েকজন দগ্ধ হন। স্থানীয়রা তাদের উদ্ধার করে হাসপাতালে নেন। পরে অবস্থার অবনতি হলে ঢাকায় পাঠানো হয়। এ ঘটনায় জড়িতদের গ্রেপ্তারে পুলিশের একাধিক দল কাজ করছে। এলাকায় উত্তেজনা বিরাজ করায় অতিরিক্ত পুলিশ মোতায়েন করা হয়েছে। নিহতদের লাশ ময়নাতদন্ত শেষে পরিবারের কাছে হস্তান্তর করা হয়েছে। গ্রামের মানুষ এ ঘটনায় হতবাক। তারা দোষীদের কঠোর শাস্তি দাবি করেছেন। পুলিশ সুপার বলেন, অপরাধীদের কোনোভাবেই ছাড় দেওয়া হবে না।: [1156, 396, 1490, 548]
story-body-text: অংশগ্রহণ করে থাকে। এছাড়াও শিক্ষার্থীদের সার্বিক উন্নয়নে নিয়মিত সাংস্কৃতিক ও ক্রীড়া প্রতিযোগিতার আয়োজন করা হয়। কলেজের অধ্যক্ষ বলেন, শিক্ষার্থীদের মেধা বিকাশে প্রতিষ্ঠানটি নিরলসভাবে কাজ করে যাচ্ছে। ২০২১-২২ শিক্ষাবর্ষে কলেজটি জেলায় শ্রেষ্ঠ প্রতিষ্ঠান নির্বাচিত হয়েছে। শিক্ষক ও অভিভাবকরা এ অর্জনে সন্তোষ প্রকাশ করেন।: [424, 640, 605, 792]
story-separator: [424, 1044, 605, 1045]
story-body: [1156, 607, 1490, 683]
story-body-text: চট্টগ্রামে মৃদু ভূমিকম্প অনুভূত হয়েছে। আবহাওয়া অধিদপ্তর জানায়, রিখটার স্কেলে এর মাত্রা ছিল ৪.০। ভূমিকম্পের উৎপত্তিস্থল মিয়ানমার সীমান্ত এলাকা। তবে এতে কোনো ক্ষয়ক্ষতির খবর পাওয়া যায়নি।: [974, 745, 1140, 851]
story-kicker: শেষের পাতার পর: [479, 833, 549, 846]
story-headline: ভারত সফর শেষে: [165, 684, 303, 708]
story-headline: প্রধানমন্ত্রী শেখ হাসিনার: [697, 669, 882, 692]
story-kicker: শেষের পাতার পর: [199, 709, 269, 722]
classified-body: আমার এসএসসি রেজিস্ট্রেশন কার্ড হারিয়ে গিয়েছে। রেজি নং- ১৩৯৫৫৫, রোল নং- ৭২৩৩৯৫, বোর্ড রাজশাহী। সেশন ২০১৮-১৯। জিডি নং- ১৫৯১/২৩-০৪-২৩।: [982, 1580, 1133, 1645]
story-body-text: বগুড়া জেলা প্রশাসনের উদ্যোগে বিভিন্ন উন্নয়ন কর্মকাণ্ড চলছে। জেলা প্রশাসক জানান, সরকারের উন্নয়ন কার্যক্রম দ্রুত বাস্তবায়নে সকলে একসঙ্গে কাজ করছেন। মানুষের দোরগোড়ায় সেবা পৌঁছে দিতে নানা উদ্যোগ নেওয়া হয়েছে।: [424, 1428, 605, 1534]
story-body: [424, 1428, 605, 1626]
story-body-text: মধ্যে প্রথম দিন অনুপস্থিত ছিল ২৫৬ জন, দ্বিতীয় দিন ৩৪২ জন। জেলা শিক্ষা অফিসার জানান, পরীক্ষা সুষ্ঠুভাবে অনুষ্ঠিত হচ্ছে। কোনো কেন্দ্রে অনিয়মের খবর পাওয়া যায়নি।: [1156, 910, 1490, 954]
news-story: [424, 1051, 605, 1369]
news-story: [620, 670, 959, 790]
